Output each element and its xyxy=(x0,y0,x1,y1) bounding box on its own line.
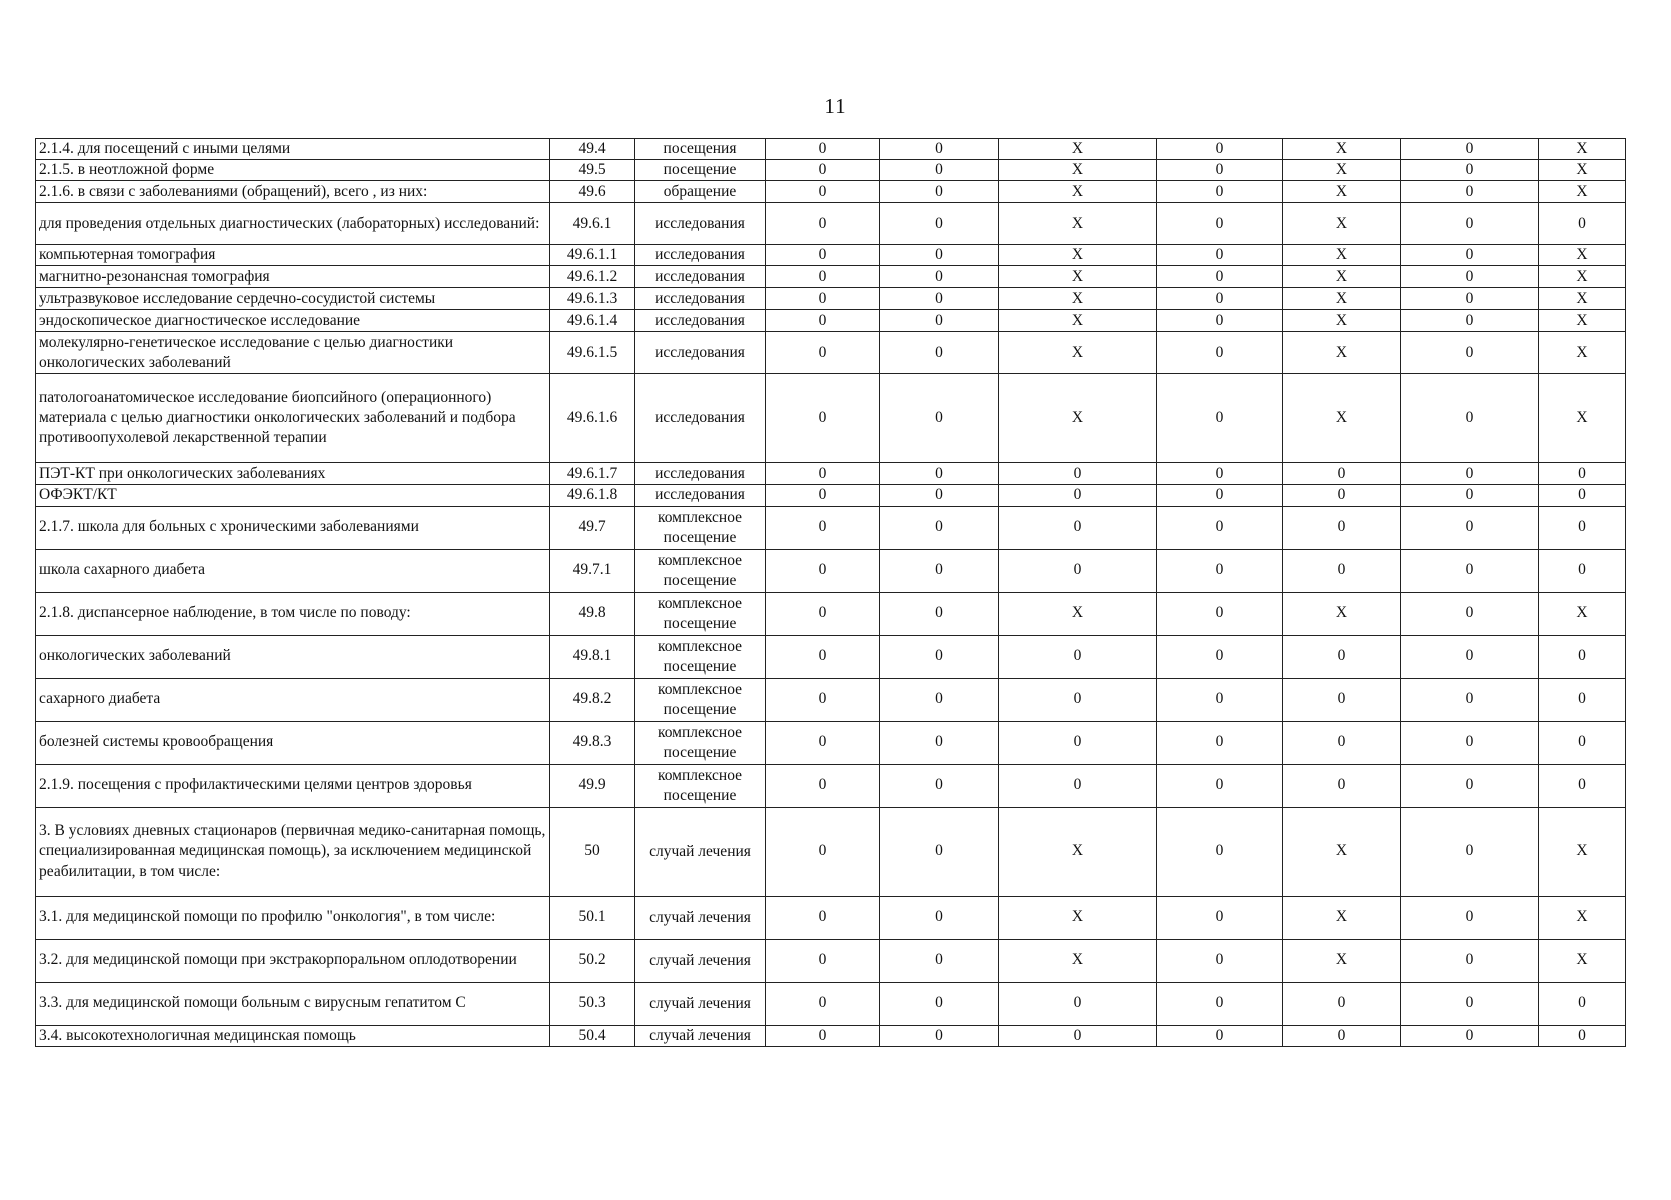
row-value-cell-3: 0 xyxy=(999,549,1157,592)
row-name-cell: сахарного диабета xyxy=(36,678,550,721)
row-value-cell-5: 0 xyxy=(1283,635,1401,678)
row-value-cell-7: 0 xyxy=(1539,506,1626,549)
row-value-cell-5: X xyxy=(1283,288,1401,310)
row-value-cell-7: X xyxy=(1539,266,1626,288)
row-value-cell-6: 0 xyxy=(1401,266,1539,288)
row-value-cell-4: 0 xyxy=(1157,310,1283,332)
row-name-cell: магнитно-резонансная томография xyxy=(36,266,550,288)
row-value-cell-6: 0 xyxy=(1401,332,1539,374)
row-name-cell: 3.4. высокотехнологичная медицинская помощь xyxy=(36,1025,550,1046)
row-value-cell-7: X xyxy=(1539,592,1626,635)
row-value-cell-7: X xyxy=(1539,288,1626,310)
row-value-cell-5: X xyxy=(1283,807,1401,896)
row-value-cell-1: 0 xyxy=(766,463,880,485)
row-value-cell-1: 0 xyxy=(766,549,880,592)
row-value-cell-5: 0 xyxy=(1283,721,1401,764)
row-value-cell-1: 0 xyxy=(766,266,880,288)
row-unit-cell: комплексное посещение xyxy=(635,592,766,635)
row-value-cell-3: X xyxy=(999,203,1157,245)
row-value-cell-5: 0 xyxy=(1283,678,1401,721)
row-value-cell-4: 0 xyxy=(1157,485,1283,506)
row-unit-cell: посещения xyxy=(635,139,766,160)
row-value-cell-1: 0 xyxy=(766,160,880,181)
row-value-cell-6: 0 xyxy=(1401,245,1539,266)
row-value-cell-1: 0 xyxy=(766,181,880,203)
row-name-cell: ультразвуковое исследование сердечно-сосудистой системы xyxy=(36,288,550,310)
row-value-cell-4: 0 xyxy=(1157,181,1283,203)
row-value-cell-5: X xyxy=(1283,374,1401,463)
row-code-cell: 50 xyxy=(550,807,635,896)
row-value-cell-4: 0 xyxy=(1157,266,1283,288)
row-unit-cell: комплексное посещение xyxy=(635,678,766,721)
row-unit-cell: комплексное посещение xyxy=(635,721,766,764)
row-value-cell-7: X xyxy=(1539,139,1626,160)
row-name-cell: 2.1.8. диспансерное наблюдение, в том числе по поводу: xyxy=(36,592,550,635)
row-value-cell-7: 0 xyxy=(1539,203,1626,245)
row-value-cell-5: X xyxy=(1283,139,1401,160)
row-unit-cell: исследования xyxy=(635,203,766,245)
row-unit-cell: случай лечения xyxy=(635,896,766,939)
row-value-cell-7: 0 xyxy=(1539,549,1626,592)
row-value-cell-1: 0 xyxy=(766,635,880,678)
row-value-cell-5: 0 xyxy=(1283,1025,1401,1046)
row-value-cell-1: 0 xyxy=(766,678,880,721)
row-code-cell: 50.2 xyxy=(550,939,635,982)
row-value-cell-2: 0 xyxy=(880,678,999,721)
row-code-cell: 49.6.1 xyxy=(550,203,635,245)
row-value-cell-1: 0 xyxy=(766,139,880,160)
row-code-cell: 49.7 xyxy=(550,506,635,549)
row-name-cell: эндоскопическое диагностическое исследование xyxy=(36,310,550,332)
row-value-cell-2: 0 xyxy=(880,181,999,203)
row-name-cell: ОФЭКТ/КТ xyxy=(36,485,550,506)
row-unit-cell: комплексное посещение xyxy=(635,764,766,807)
row-unit-cell: комплексное посещение xyxy=(635,635,766,678)
row-value-cell-4: 0 xyxy=(1157,982,1283,1025)
row-value-cell-4: 0 xyxy=(1157,635,1283,678)
row-value-cell-4: 0 xyxy=(1157,203,1283,245)
row-value-cell-6: 0 xyxy=(1401,549,1539,592)
row-value-cell-1: 0 xyxy=(766,374,880,463)
row-unit-cell: исследования xyxy=(635,266,766,288)
row-name-cell: 3.1. для медицинской помощи по профилю "онкология", в том числе: xyxy=(36,896,550,939)
row-value-cell-6: 0 xyxy=(1401,635,1539,678)
row-name-cell: 2.1.5. в неотложной форме xyxy=(36,160,550,181)
row-value-cell-3: X xyxy=(999,592,1157,635)
table-row xyxy=(36,807,1626,896)
row-value-cell-7: 0 xyxy=(1539,982,1626,1025)
row-unit-cell: комплексное посещение xyxy=(635,549,766,592)
row-name-cell: 2.1.4. для посещений с иными целями xyxy=(36,139,550,160)
table-row xyxy=(36,721,1626,764)
row-value-cell-5: 0 xyxy=(1283,982,1401,1025)
row-code-cell: 49.6.1.8 xyxy=(550,485,635,506)
row-value-cell-1: 0 xyxy=(766,807,880,896)
row-value-cell-4: 0 xyxy=(1157,160,1283,181)
row-value-cell-4: 0 xyxy=(1157,1025,1283,1046)
table-body xyxy=(36,139,1626,1047)
row-value-cell-4: 0 xyxy=(1157,549,1283,592)
row-value-cell-5: 0 xyxy=(1283,549,1401,592)
row-value-cell-5: 0 xyxy=(1283,463,1401,485)
row-unit-cell: исследования xyxy=(635,288,766,310)
row-value-cell-4: 0 xyxy=(1157,463,1283,485)
row-value-cell-4: 0 xyxy=(1157,939,1283,982)
row-value-cell-3: 0 xyxy=(999,678,1157,721)
row-name-cell: школа сахарного диабета xyxy=(36,549,550,592)
table-row xyxy=(36,310,1626,332)
row-code-cell: 49.8.1 xyxy=(550,635,635,678)
row-unit-cell: исследования xyxy=(635,463,766,485)
row-unit-cell: случай лечения xyxy=(635,982,766,1025)
row-value-cell-1: 0 xyxy=(766,245,880,266)
row-unit-cell: случай лечения xyxy=(635,1025,766,1046)
row-code-cell: 49.5 xyxy=(550,160,635,181)
row-unit-cell: обращение xyxy=(635,181,766,203)
row-value-cell-2: 0 xyxy=(880,203,999,245)
row-value-cell-3: X xyxy=(999,245,1157,266)
row-name-cell: патологоанатомическое исследование биопсийного (операционного) материала с целью диагностики онкологических заболеваний и подбора противоопухолевой лекарственной терапии xyxy=(36,374,550,463)
row-value-cell-2: 0 xyxy=(880,592,999,635)
row-value-cell-6: 0 xyxy=(1401,807,1539,896)
row-value-cell-2: 0 xyxy=(880,635,999,678)
row-value-cell-2: 0 xyxy=(880,288,999,310)
row-value-cell-2: 0 xyxy=(880,939,999,982)
row-name-cell: для проведения отдельных диагностических (лабораторных) исследований: xyxy=(36,203,550,245)
table-row xyxy=(36,506,1626,549)
row-value-cell-2: 0 xyxy=(880,139,999,160)
row-code-cell: 49.8 xyxy=(550,592,635,635)
row-value-cell-2: 0 xyxy=(880,160,999,181)
row-value-cell-5: X xyxy=(1283,332,1401,374)
row-code-cell: 49.7.1 xyxy=(550,549,635,592)
row-value-cell-6: 0 xyxy=(1401,203,1539,245)
row-code-cell: 50.1 xyxy=(550,896,635,939)
row-value-cell-3: X xyxy=(999,181,1157,203)
row-value-cell-7: X xyxy=(1539,181,1626,203)
row-value-cell-2: 0 xyxy=(880,549,999,592)
row-value-cell-7: X xyxy=(1539,310,1626,332)
row-value-cell-5: X xyxy=(1283,160,1401,181)
row-value-cell-7: 0 xyxy=(1539,721,1626,764)
row-name-cell: 2.1.7. школа для больных с хроническими заболеваниями xyxy=(36,506,550,549)
table-row xyxy=(36,139,1626,160)
table-row xyxy=(36,1025,1626,1046)
row-value-cell-7: X xyxy=(1539,807,1626,896)
table-row xyxy=(36,678,1626,721)
row-code-cell: 49.6.1.2 xyxy=(550,266,635,288)
row-value-cell-2: 0 xyxy=(880,721,999,764)
row-value-cell-1: 0 xyxy=(766,764,880,807)
row-value-cell-7: X xyxy=(1539,160,1626,181)
table-row xyxy=(36,266,1626,288)
table-row xyxy=(36,181,1626,203)
row-value-cell-5: X xyxy=(1283,310,1401,332)
row-value-cell-3: 0 xyxy=(999,1025,1157,1046)
row-unit-cell: исследования xyxy=(635,485,766,506)
row-value-cell-4: 0 xyxy=(1157,288,1283,310)
row-code-cell: 50.4 xyxy=(550,1025,635,1046)
row-value-cell-4: 0 xyxy=(1157,374,1283,463)
row-value-cell-5: 0 xyxy=(1283,506,1401,549)
row-value-cell-2: 0 xyxy=(880,764,999,807)
table-row xyxy=(36,939,1626,982)
row-value-cell-6: 0 xyxy=(1401,181,1539,203)
row-value-cell-3: X xyxy=(999,288,1157,310)
table-row xyxy=(36,203,1626,245)
row-value-cell-6: 0 xyxy=(1401,139,1539,160)
row-value-cell-5: 0 xyxy=(1283,485,1401,506)
row-value-cell-1: 0 xyxy=(766,939,880,982)
row-code-cell: 49.6.1.6 xyxy=(550,374,635,463)
row-unit-cell: комплексное посещение xyxy=(635,506,766,549)
row-code-cell: 49.6.1.5 xyxy=(550,332,635,374)
row-value-cell-1: 0 xyxy=(766,506,880,549)
row-value-cell-5: X xyxy=(1283,245,1401,266)
row-value-cell-5: X xyxy=(1283,266,1401,288)
table-row xyxy=(36,463,1626,485)
row-value-cell-6: 0 xyxy=(1401,764,1539,807)
table-row xyxy=(36,245,1626,266)
row-value-cell-5: 0 xyxy=(1283,764,1401,807)
row-value-cell-3: X xyxy=(999,310,1157,332)
row-value-cell-7: 0 xyxy=(1539,1025,1626,1046)
row-value-cell-2: 0 xyxy=(880,506,999,549)
row-value-cell-4: 0 xyxy=(1157,678,1283,721)
row-value-cell-3: X xyxy=(999,160,1157,181)
row-value-cell-3: X xyxy=(999,332,1157,374)
row-value-cell-7: 0 xyxy=(1539,635,1626,678)
row-value-cell-4: 0 xyxy=(1157,896,1283,939)
row-value-cell-6: 0 xyxy=(1401,463,1539,485)
row-code-cell: 49.4 xyxy=(550,139,635,160)
row-value-cell-3: 0 xyxy=(999,764,1157,807)
row-value-cell-4: 0 xyxy=(1157,721,1283,764)
table-row xyxy=(36,288,1626,310)
row-value-cell-1: 0 xyxy=(766,203,880,245)
row-value-cell-4: 0 xyxy=(1157,807,1283,896)
row-name-cell: онкологических заболеваний xyxy=(36,635,550,678)
row-value-cell-3: 0 xyxy=(999,506,1157,549)
data-table xyxy=(35,138,1626,1047)
row-value-cell-3: X xyxy=(999,807,1157,896)
row-value-cell-1: 0 xyxy=(766,1025,880,1046)
row-value-cell-6: 0 xyxy=(1401,721,1539,764)
row-value-cell-3: 0 xyxy=(999,635,1157,678)
row-code-cell: 49.9 xyxy=(550,764,635,807)
row-value-cell-1: 0 xyxy=(766,982,880,1025)
row-value-cell-5: X xyxy=(1283,939,1401,982)
row-value-cell-4: 0 xyxy=(1157,245,1283,266)
table-row xyxy=(36,764,1626,807)
row-name-cell: 3. В условиях дневных стационаров (первичная медико-санитарная помощь, специализированная медицинская помощь), за исключением медицинской реабилитации, в том числе: xyxy=(36,807,550,896)
table-row xyxy=(36,374,1626,463)
row-value-cell-1: 0 xyxy=(766,721,880,764)
row-value-cell-2: 0 xyxy=(880,1025,999,1046)
row-value-cell-3: 0 xyxy=(999,721,1157,764)
row-value-cell-7: X xyxy=(1539,939,1626,982)
row-code-cell: 50.3 xyxy=(550,982,635,1025)
row-value-cell-7: 0 xyxy=(1539,485,1626,506)
row-value-cell-7: X xyxy=(1539,332,1626,374)
row-value-cell-6: 0 xyxy=(1401,374,1539,463)
row-value-cell-5: X xyxy=(1283,592,1401,635)
row-unit-cell: исследования xyxy=(635,245,766,266)
row-name-cell: 3.2. для медицинской помощи при экстракорпоральном оплодотворении xyxy=(36,939,550,982)
row-name-cell: молекулярно-генетическое исследование с целью диагностики онкологических заболеваний xyxy=(36,332,550,374)
row-value-cell-3: 0 xyxy=(999,485,1157,506)
row-name-cell: 2.1.9. посещения с профилактическими целями центров здоровья xyxy=(36,764,550,807)
row-unit-cell: случай лечения xyxy=(635,939,766,982)
row-value-cell-1: 0 xyxy=(766,288,880,310)
row-unit-cell: исследования xyxy=(635,332,766,374)
row-value-cell-2: 0 xyxy=(880,245,999,266)
row-name-cell: 3.3. для медицинской помощи больным с вирусным гепатитом С xyxy=(36,982,550,1025)
row-unit-cell: случай лечения xyxy=(635,807,766,896)
row-value-cell-7: X xyxy=(1539,896,1626,939)
row-name-cell: компьютерная томография xyxy=(36,245,550,266)
row-value-cell-6: 0 xyxy=(1401,1025,1539,1046)
page-number: 11 xyxy=(824,94,847,118)
row-value-cell-7: 0 xyxy=(1539,678,1626,721)
row-code-cell: 49.6.1.7 xyxy=(550,463,635,485)
row-value-cell-2: 0 xyxy=(880,332,999,374)
row-value-cell-7: 0 xyxy=(1539,463,1626,485)
row-value-cell-7: X xyxy=(1539,245,1626,266)
row-value-cell-6: 0 xyxy=(1401,592,1539,635)
row-value-cell-4: 0 xyxy=(1157,139,1283,160)
row-value-cell-2: 0 xyxy=(880,982,999,1025)
table-row xyxy=(36,549,1626,592)
table-row xyxy=(36,485,1626,506)
table-row xyxy=(36,332,1626,374)
row-value-cell-6: 0 xyxy=(1401,288,1539,310)
table-row xyxy=(36,635,1626,678)
table-row xyxy=(36,896,1626,939)
row-code-cell: 49.8.2 xyxy=(550,678,635,721)
row-value-cell-5: X xyxy=(1283,181,1401,203)
row-value-cell-2: 0 xyxy=(880,310,999,332)
row-name-cell: 2.1.6. в связи с заболеваниями (обращений), всего , из них: xyxy=(36,181,550,203)
table-row xyxy=(36,160,1626,181)
row-code-cell: 49.6.1.3 xyxy=(550,288,635,310)
row-code-cell: 49.6.1.4 xyxy=(550,310,635,332)
row-code-cell: 49.6 xyxy=(550,181,635,203)
row-value-cell-5: X xyxy=(1283,203,1401,245)
row-value-cell-3: X xyxy=(999,896,1157,939)
row-value-cell-1: 0 xyxy=(766,485,880,506)
table-row xyxy=(36,592,1626,635)
row-value-cell-4: 0 xyxy=(1157,332,1283,374)
row-value-cell-3: X xyxy=(999,939,1157,982)
row-value-cell-3: X xyxy=(999,266,1157,288)
row-value-cell-6: 0 xyxy=(1401,939,1539,982)
row-value-cell-6: 0 xyxy=(1401,160,1539,181)
row-value-cell-2: 0 xyxy=(880,896,999,939)
row-value-cell-7: X xyxy=(1539,374,1626,463)
row-value-cell-2: 0 xyxy=(880,463,999,485)
row-value-cell-6: 0 xyxy=(1401,678,1539,721)
row-value-cell-2: 0 xyxy=(880,266,999,288)
row-value-cell-2: 0 xyxy=(880,485,999,506)
row-code-cell: 49.8.3 xyxy=(550,721,635,764)
row-unit-cell: исследования xyxy=(635,374,766,463)
table-row xyxy=(36,982,1626,1025)
row-value-cell-6: 0 xyxy=(1401,506,1539,549)
row-value-cell-1: 0 xyxy=(766,896,880,939)
row-code-cell: 49.6.1.1 xyxy=(550,245,635,266)
row-unit-cell: посещение xyxy=(635,160,766,181)
row-value-cell-3: X xyxy=(999,374,1157,463)
row-value-cell-7: 0 xyxy=(1539,764,1626,807)
row-value-cell-6: 0 xyxy=(1401,310,1539,332)
row-value-cell-6: 0 xyxy=(1401,982,1539,1025)
row-name-cell: болезней системы кровообращения xyxy=(36,721,550,764)
row-value-cell-4: 0 xyxy=(1157,764,1283,807)
row-value-cell-6: 0 xyxy=(1401,485,1539,506)
row-value-cell-3: 0 xyxy=(999,982,1157,1025)
row-value-cell-6: 0 xyxy=(1401,896,1539,939)
row-value-cell-2: 0 xyxy=(880,807,999,896)
row-value-cell-1: 0 xyxy=(766,310,880,332)
row-value-cell-4: 0 xyxy=(1157,592,1283,635)
row-value-cell-4: 0 xyxy=(1157,506,1283,549)
row-value-cell-3: X xyxy=(999,139,1157,160)
row-unit-cell: исследования xyxy=(635,310,766,332)
row-name-cell: ПЭТ-КТ при онкологических заболеваниях xyxy=(36,463,550,485)
row-value-cell-1: 0 xyxy=(766,592,880,635)
row-value-cell-1: 0 xyxy=(766,332,880,374)
row-value-cell-2: 0 xyxy=(880,374,999,463)
row-value-cell-3: 0 xyxy=(999,463,1157,485)
row-value-cell-5: X xyxy=(1283,896,1401,939)
